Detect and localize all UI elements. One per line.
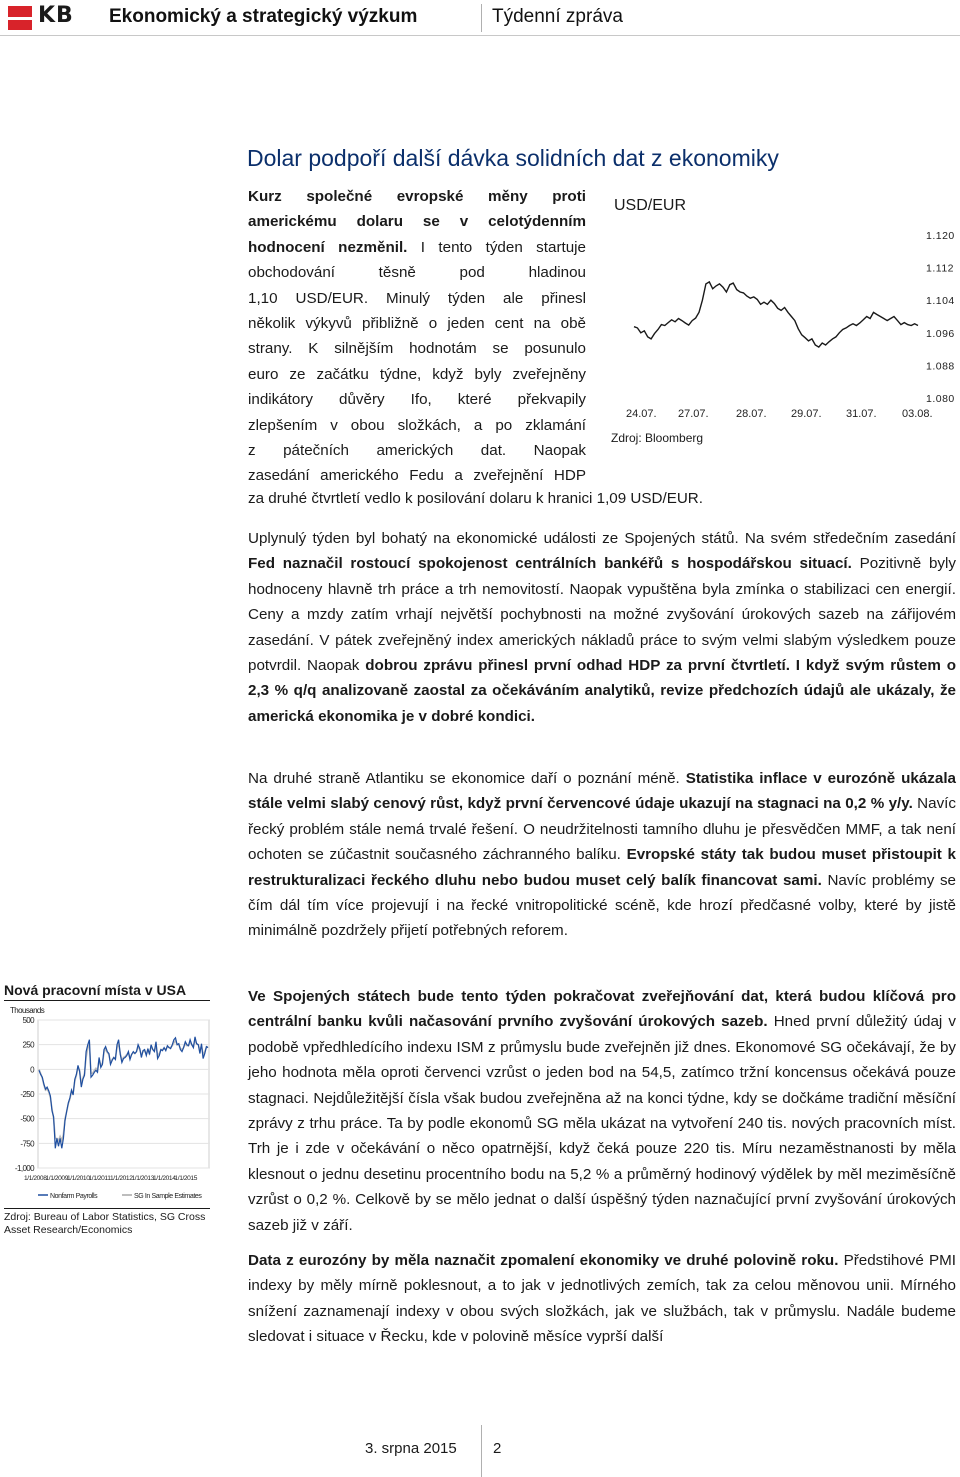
text: zlepšením v obou složkách, a po zklamání	[248, 416, 586, 434]
text: několik výkyvů přibližně o jeden cent na obě	[248, 315, 586, 333]
header-divider	[481, 4, 482, 32]
y-tick-label: 0	[30, 1065, 34, 1075]
y-tick-label: 1.120	[926, 230, 955, 242]
x-tick-label: 28.07.	[736, 408, 767, 420]
x-tick-label: 1/1/2012	[110, 1175, 133, 1182]
intro-last-line: za druhé čtvrtletí vedlo k posilování dolaru k hranici 1,09 USD/EUR.	[248, 490, 703, 507]
usd-eur-plot	[606, 192, 960, 432]
bold-text: americkému dolaru se v celotýdenním	[248, 213, 586, 231]
bold-text: Evropské státy tak budou muset přistoupit k restrukturalizaci řeckého dluhu nebo budou muset celý balík financovat sami.	[248, 846, 956, 889]
y-tick-label: 1.104	[926, 295, 955, 308]
y-tick-label: -750	[20, 1139, 34, 1149]
intro-line	[248, 362, 586, 387]
usd-eur-line	[634, 282, 918, 347]
bold-text: Fed naznačil rostoucí spokojenost centrálních bankéřů s hospodářskou situací.	[248, 555, 852, 573]
y-tick-label: -1,000	[14, 1164, 34, 1173]
intro-line	[248, 336, 586, 361]
text: obchodování těsně pod hladinou	[248, 264, 586, 282]
footer-date: 3. srpna 2015	[365, 1440, 457, 1457]
x-tick-label: 31.07.	[846, 408, 877, 420]
header-subtitle: Týdenní zpráva	[492, 6, 623, 27]
usd-eur-chart	[606, 192, 960, 452]
text: Uplynulý týden byl bohatý na ekonomické události ze Spojených států. Na svém středečním zasedání	[248, 530, 956, 547]
payrolls-line	[39, 1037, 208, 1149]
page-header	[0, 0, 960, 36]
x-tick-label: 1/1/2008	[24, 1175, 47, 1182]
y-tick-label: 1.112	[926, 262, 954, 275]
intro-line	[248, 387, 586, 412]
chart-source: Zdroj: Bloomberg	[611, 431, 704, 445]
text: strany. K silnějším hodnotám se posunulo	[248, 340, 586, 358]
intro-line	[248, 413, 586, 438]
intro-line	[248, 235, 586, 260]
y-tick-label: -500	[20, 1114, 34, 1124]
footer-divider	[481, 1425, 482, 1477]
bold-text: Kurz společné evropské měny proti	[248, 188, 586, 205]
x-tick-label: 03.08.	[902, 408, 933, 420]
headline: Dolar podpoří další dávka solidních dat z ekonomiky	[247, 145, 779, 171]
payrolls-chart	[4, 982, 210, 1240]
bold-text: dobrou zprávu přinesl první odhad HDP za první čtvrtletí. I když svým růstem o 2,3 % q/q analizovaně zaostal za očekáváním analytiků, revize předchozích údajů ale ukázaly, že americká ekonomika je v dobré kondici.	[248, 657, 956, 725]
intro-line	[248, 311, 586, 336]
source-rule	[4, 1208, 210, 1209]
intro-line	[248, 260, 586, 285]
text: Pozitivně byly hodnoceny hlavně trh práce a trh nemovitostí. Naopak vypuštěna byla zmínka o stabilizaci cen energií. Ceny a mzdy zatím vrhají největší pochybnosti na možné zvyšování úrokových sazeb na zářijovém zasedání. V pátek zveřejněný index amerických nákladů práce to svým velmi slabým výsledkem pouze potvrdil. Naopak	[248, 555, 956, 675]
y-tick-label: -250	[20, 1090, 34, 1099]
text: Na druhé straně Atlantiku se ekonomice daří o poznání méně.	[248, 770, 686, 787]
x-tick-label: 29.07.	[791, 408, 822, 420]
paragraph-eurozone-data	[248, 1248, 956, 1350]
chart-title: USD/EUR	[614, 197, 687, 214]
kb-logo-text: KB	[38, 3, 74, 28]
text: Navíc problémy se čím dál tím více projevují i na řecké vnitropolitické scéně, kde hrozí předčasné volby, které by jistě minimálně pozdržely přijetí potřebných reforem.	[248, 871, 957, 940]
paragraph-us-data	[248, 984, 956, 1238]
text: I tento týden startuje	[407, 238, 586, 256]
bold-text: hodnocení nezměnil.	[248, 238, 408, 256]
unit-label: Thousands	[10, 1006, 45, 1015]
text: z pátečních amerických dat. Naopak	[248, 442, 586, 460]
header-title: Ekonomický a strategický výzkum	[109, 6, 418, 27]
x-tick-label: 1/1/2013	[131, 1175, 154, 1182]
y-tick-label: 1.080	[926, 393, 955, 405]
text: Předstihové PMI indexy by měly mírně poklesnout, a to jak v jednotlivých zemích, tak za celou měnovou unii. Mírného snížení zaznamenají indexy v obou svých složkách, jak ve službách, tak v průmyslu. Nadále budeme sledovat i situace v Řecku, kde v polovině měsíce vyprší další	[248, 1252, 956, 1346]
x-tick-label: 1/1/2009	[45, 1175, 68, 1182]
kb-logo	[0, 0, 92, 34]
payrolls-plot	[4, 1002, 210, 1208]
text: 1,10 USD/EUR. Minulý týden ale přinesl	[248, 289, 586, 307]
x-tick-label: 24.07.	[626, 408, 657, 420]
x-tick-label: 27.07.	[678, 408, 709, 420]
y-tick-label: 1.096	[926, 327, 955, 340]
intro-line	[248, 209, 586, 234]
chart-source: Zdroj: Bureau of Labor Statistics, SG Cross Asset Research/Economics	[4, 1211, 206, 1236]
legend-label: Nonfarm Payrolls	[50, 1193, 98, 1200]
intro-paragraph	[248, 184, 586, 489]
text: Navíc řecký problém stále nemá trvalé řešení. O neudržitelnosti tamního dluhu je přesvědčen MMF, a tak není ochoten se zúčastnit současného záchranného balíku.	[248, 795, 957, 864]
text: euro ze začátku týdne, když byly zveřejněny	[248, 365, 586, 383]
title-rule	[4, 1000, 210, 1001]
legend-label: SG In Sample Estimates	[134, 1193, 202, 1200]
kb-logo-bar	[8, 17, 32, 20]
bold-text: Data z eurozóny by měla naznačit zpomalení ekonomiky ve druhé polovině roku.	[248, 1252, 839, 1269]
y-tick-label: 1.088	[926, 360, 955, 373]
y-tick-label: 500	[22, 1016, 34, 1025]
bold-text: Ve Spojených státech bude tento týden pokračovat zveřejňování dat, která budou klíčová pro centrální banku kvůli načasování prvního zvyšování úrokových sazeb.	[248, 988, 956, 1031]
text: zasedání amerického Fedu a zveřejnění HDP	[248, 467, 586, 485]
text: Hned první důležitý údaj v podobě vpředhledícího indexu ISM z průmyslu bude zveřejněn již dnes. Ekonomové SG očekávají, že by jeho hodnota měla oproti červenci vzrůst o jeden bod na 54,5, zatímco tržní koncensus očekává pouze stagnaci. Nejdůležitější čísla však budou zveřejněna až na konci týdne, kdy se dočkáme tradiční měsíční zprávy z trhu práce. Ta by podle ekonomů SG měla ukázat na vytvoření 240 tis. nových pracovních míst. Trh je i zde v očekávání o něco opatrnější, když čeká pouze 220 tis. Míru nezaměstnanosti by měla klesnout o jednu desetinu procentního bodu na 5,2 % a průměrný hodinový výdělek by měl meziměsíčně vzrůst o 0,2 %. Celkově by se mělo jednat o další úspěšný týden naznačující první zvyšování úrokových sazeb již v září.	[248, 1013, 956, 1234]
bold-text: Statistika inflace v eurozóně ukázala stále velmi slabý cenový růst, když první červencové údaje ukazují na stagnaci na 0,2 % y/y.	[248, 770, 956, 813]
x-tick-label: 1/1/2014	[153, 1175, 176, 1182]
x-tick-label: 1/1/2015	[174, 1175, 197, 1182]
intro-line	[248, 184, 586, 209]
paragraph-fed	[248, 526, 956, 729]
text: indikátory důvěry Ifo, které překvapily	[248, 391, 586, 409]
x-tick-label: 1/1/2010	[67, 1175, 90, 1182]
intro-line	[248, 438, 586, 463]
chart-title: Nová pracovní místa v USA	[4, 982, 187, 998]
y-tick-label: 250	[22, 1040, 34, 1050]
page-number: 2	[493, 1440, 502, 1457]
intro-line	[248, 286, 586, 311]
x-tick-label: 1/1/2011	[88, 1175, 111, 1182]
paragraph-eurozone	[248, 766, 956, 944]
